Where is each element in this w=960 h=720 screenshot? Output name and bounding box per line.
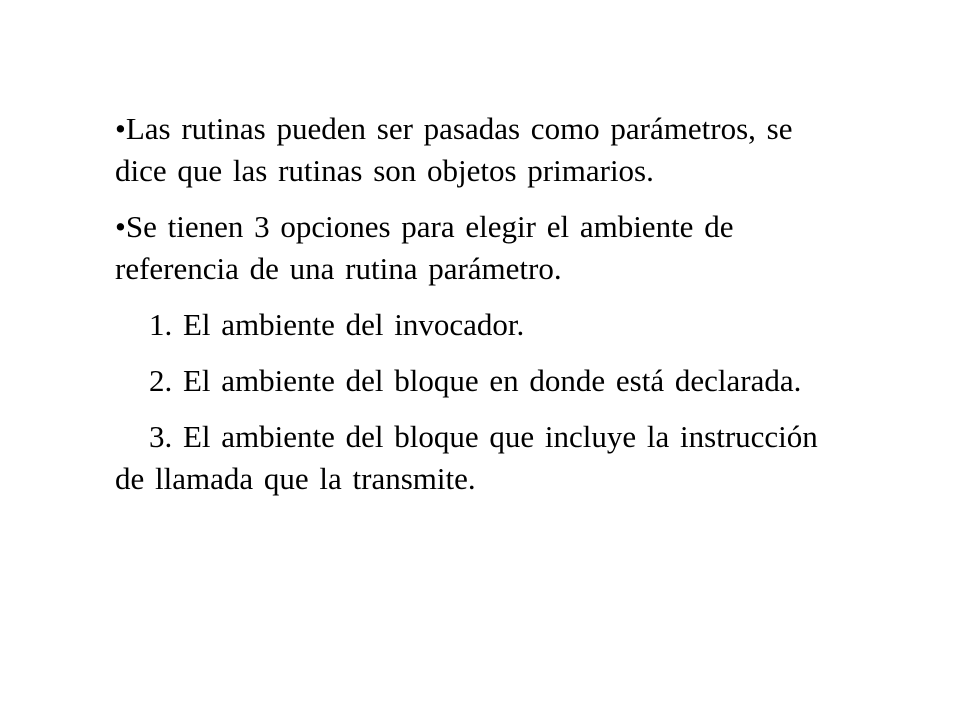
bullet-paragraph-2: •Se tienen 3 opciones para elegir el ambiente de referencia de una rutina parámetro. — [115, 209, 734, 286]
option-2: 2. El ambiente del bloque en donde está declarada. — [149, 363, 802, 398]
option-3: 3. El ambiente del bloque que incluye la instrucción de llamada que la transmite. — [115, 419, 818, 496]
bullet-paragraph-1: •Las rutinas pueden ser pasadas como parámetros, se dice que las rutinas son objetos primarios. — [115, 111, 793, 188]
slide-body — [115, 108, 845, 514]
option-1: 1. El ambiente del invocador. — [149, 307, 525, 342]
